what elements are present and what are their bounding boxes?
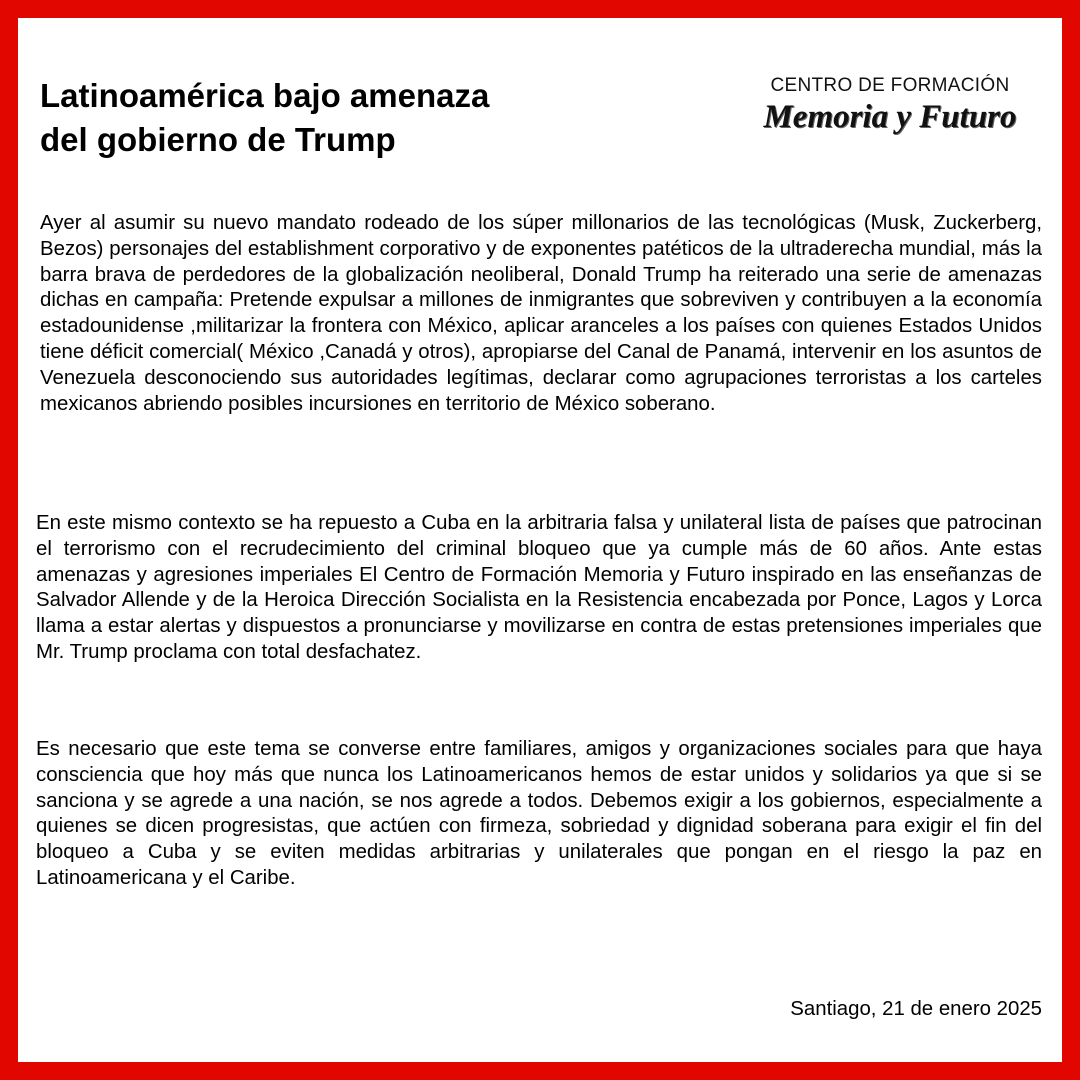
paragraph-3: Es necesario que este tema se converse entre familiares, amigos y organizaciones sociales para que haya consciencia que hoy más que nunca los Latinoamericanos hemos de estar unidos y solidarios ya que si se sanciona y se agrede a una nación, se nos agrede a todos. Debemos exigir a los gobiernos, especialmente a quienes se dicen progresistas, que actúen con firmeza, sobriedad y dignidad soberana para exigir el fin del bloqueo a Cuba y se eviten medidas arbitrarias y unilaterales que pongan en el riesgo la paz en Latinoamericana y el Caribe. (36, 738, 1042, 889)
signature-date: Santiago, 21 de enero 2025 (790, 998, 1042, 1020)
title-line-2: del gobierno de Trump (40, 121, 396, 158)
logo-bottom-text: Memoria y Futuro (763, 99, 1017, 135)
paragraph-2: En este mismo contexto se ha repuesto a Cuba en la arbitraria falsa y unilateral lista de países que patrocinan el terrorismo con el recrudecimiento del criminal bloqueo que ya cumple más de 60 años. Ante estas amenazas y agresiones imperiales El Centro de Formación Memoria y Futuro inspirado en las enseñanzas de Salvador Allende y de la Heroica Dirección Socialista en la Resistencia encabezada por Ponce, Lagos y Lorca llama a estar alertas y dispuestos a pronunciarse y movilizarse en contra de estas pretensiones imperiales que Mr. Trump proclama con total desfachatez. (36, 512, 1042, 663)
logo-top-text: CENTRO DE FORMACIÓN (770, 75, 1010, 96)
page-title (40, 74, 600, 162)
title-line-1: Latinoamérica bajo amenaza (40, 77, 490, 114)
organization-logo (740, 74, 1040, 136)
paragraph-1: Ayer al asumir su nuevo mandato rodeado de los súper millonarios de las tecnológicas (Musk, Zuckerberg, Bezos) personajes del establishment corporativo y de exponentes patéticos de la ultraderecha mundial, más la barra brava de perdedores de la globalización neoliberal, Donald Trump ha reiterado una serie de amenazas dichas en campaña: Pretende expulsar a millones de inmigrantes que sobreviven y contribuyen a la economía estadounidense ,militarizar la frontera con México, aplicar aranceles a los países con quienes Estados Unidos tiene déficit comercial( México ,Canadá y otros), apropiarse del Canal de Panamá, intervenir en los asuntos de Venezuela desconociendo sus autoridades legítimas, declarar como agrupaciones terroristas a los carteles mexicanos abriendo posibles incursiones en territorio de México soberano. (40, 212, 1042, 415)
